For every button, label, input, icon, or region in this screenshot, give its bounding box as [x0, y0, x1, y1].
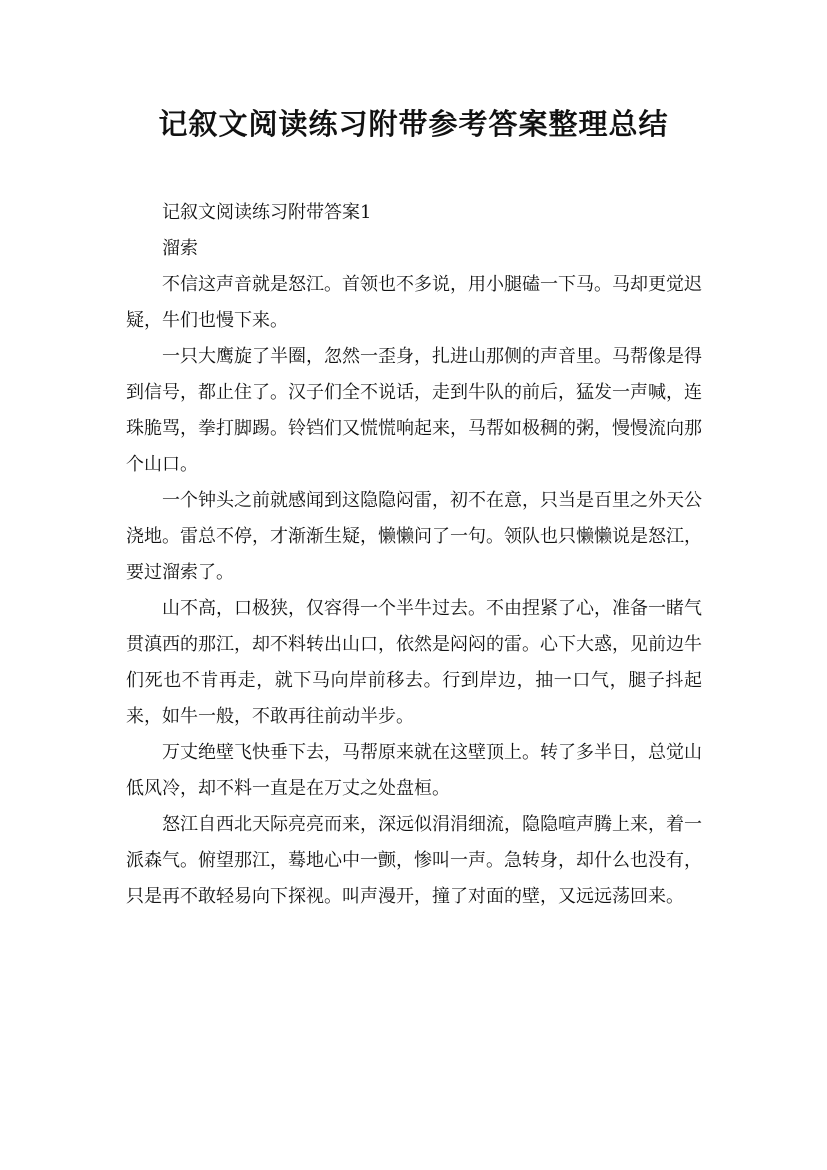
- section-heading: 记叙文阅读练习附带答案1: [162, 202, 372, 223]
- paragraph: 怒江自西北天际亮亮而来，深远似涓涓细流，隐隐喧声腾上来，着一派森气。俯望那江，蓦地心中一颤，惨叫一声。急转身，却什么也没有，只是再不敢轻易向下探视。叫声漫开，撞了对面的壁，又远远荡回来。: [126, 814, 702, 907]
- paragraph: 一只大鹰旋了半圈，忽然一歪身，扎进山那侧的声音里。马帮像是得到信号，都止住了。汉子们全不说话，走到牛队的前后，猛发一声喊，连珠脆骂，拳打脚踢。铃铛们又慌慌响起来，马帮如极稠的粥，慢慢流向那个山口。: [126, 346, 702, 475]
- paragraph: 一个钟头之前就感闻到这隐隐闷雷，初不在意，只当是百里之外天公浇地。雷总不停，才渐渐生疑，懒懒问了一句。领队也只懒懒说是怒江，要过溜索了。: [126, 490, 702, 583]
- document-title: 记叙文阅读练习附带参考答案整理总结: [158, 107, 669, 141]
- document-body: [126, 195, 702, 915]
- paragraph: 不信这声音就是怒江。首领也不多说，用小腿磕一下马。马却更觉迟疑，牛们也慢下来。: [126, 274, 702, 331]
- story-title: 溜索: [162, 238, 198, 259]
- paragraph: 山不高，口极狭，仅容得一个半牛过去。不由捏紧了心，准备一睹气贯滇西的那江，却不料转出山口，依然是闷闷的雷。心下大惑，见前边牛们死也不肯再走，就下马向岸前移去。行到岸边，抽一口气，腿子抖起来，如牛一般，不敢再往前动半步。: [126, 598, 702, 727]
- paragraph: 万丈绝壁飞快垂下去，马帮原来就在这壁顶上。转了多半日，总觉山低风冷，却不料一直是在万丈之处盘桓。: [126, 742, 702, 799]
